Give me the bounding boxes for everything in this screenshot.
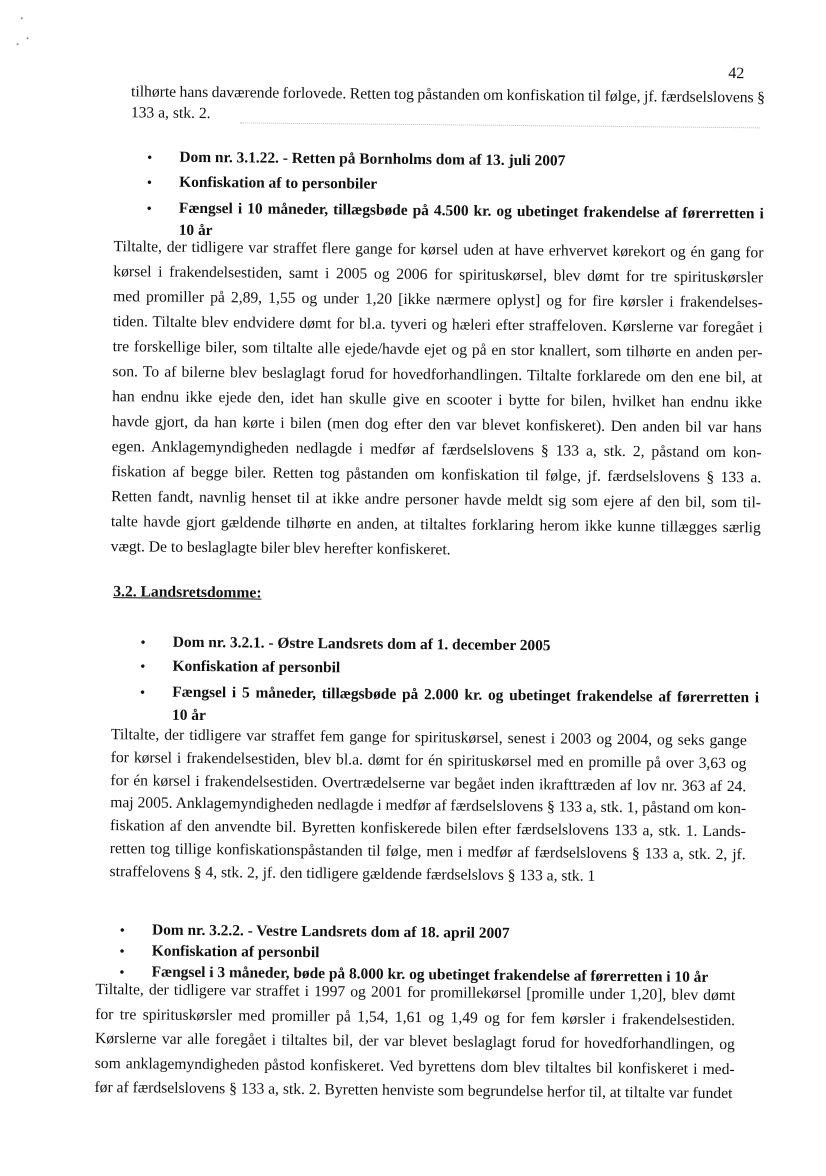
case-summary-item: Konfiskation af personbil	[172, 657, 341, 677]
paragraph-line: tilhørte hans daværende forlovede. Retten tog påstanden om konfiskation til følge, jf. færdselslovens §	[130, 83, 766, 107]
bullet-icon: •	[140, 634, 146, 650]
case-summary-item: Fængsel i 3 måneder, bøde på 8.000 kr. og ubetinget frakendelse af førerretten i 10 år	[151, 963, 709, 986]
paragraph-line: maj 2005. Anklagemyndigheden nedlagde i medfør af færdselslovens § 133 a, stk. 1, påstand om kon-	[110, 794, 747, 818]
paragraph-line: havde gjort, da han kørte i bilen (men dog efter den var blevet konfiskeret). Den anden bil var hans	[111, 413, 762, 437]
paragraph-line: for tre spirituskørsler med promiller på 1,54, 1,61 og 1,49 og for fem kørsler i frakendelsestiden.	[95, 1005, 736, 1029]
case-summary-item: Konfiskation af to personbiler	[179, 173, 378, 193]
paragraph-line: for kørsel i frakendelsestiden, blev bl.a. dømt for én spirituskørsel med en promille på over 3,63 og	[110, 748, 747, 773]
paragraph-line: son. To af bilerne blev beslaglagt forud for hovedforhandlingen. Tiltalte forklarede om den ene bil, at	[112, 363, 763, 387]
paragraph-line: fiskation af begge biler. Retten tog påstanden om konfiskation til følge, jf. færdselslovens § 133 a.	[111, 463, 762, 487]
bullet-icon: •	[119, 964, 125, 980]
paragraph-line: tiden. Tiltalte blev endvidere dømt for bl.a. tyveri og hæleri efter straffeloven. Kørslerne var foregået i	[112, 313, 763, 337]
page-number: 42	[728, 65, 745, 83]
bullet-icon: •	[146, 200, 152, 216]
scan-speck	[21, 17, 23, 19]
bullet-icon: •	[147, 149, 153, 165]
bullet-icon: •	[119, 943, 125, 959]
bullet-icon: •	[140, 684, 145, 700]
case-summary-item: Dom nr. 3.1.22. - Retten på Bornholms dom af 13. juli 2007	[179, 148, 566, 170]
paragraph-line: egen. Anklagemyndigheden nedlagde i medfør af færdselslovens § 133 a, stk. 2, påstand om kon-	[111, 438, 762, 462]
scan-speck	[17, 43, 19, 45]
paragraph-line: med promiller på 2,89, 1,55 og under 1,20 [ikke nærmere oplyst] og for fire kørsler i frakendelses-	[113, 288, 763, 312]
bullet-icon: •	[147, 174, 152, 190]
case-summary-item: Fængsel i 5 måneder, tillægsbøde på 2.000 kr. og ubetinget frakendelse af førerretten i	[172, 683, 760, 707]
case-summary-item-continuation: 10 år	[178, 221, 213, 240]
paragraph-line: talte havde gjort gældende tilhørte en anden, at tiltaltes forklaring herom ikke kunne tillægges særlig	[110, 513, 761, 537]
paragraph-line: 133 a, stk. 2.	[130, 104, 211, 123]
section-heading: 3.2. Landsretsdomme:	[113, 583, 262, 602]
case-summary-item: Dom nr. 3.2.1. - Østre Landsrets dom af 1. december 2005	[172, 633, 551, 655]
paragraph-line: Retten fandt, navnlig henset til at ikke andre personer havde meldt sig som ejere af den bil, som til-	[111, 488, 762, 512]
paragraph-line: han endnu ikke ejede den, idet han skulle give en scooter i bytte for bilen, hvilket han endnu ikke	[112, 388, 763, 412]
bullet-icon: •	[140, 658, 146, 674]
paragraph-line: vægt. De to beslaglagte biler blev herefter konfiskeret.	[110, 538, 451, 559]
scan-speck	[27, 37, 29, 39]
paragraph-line: tre forskellige biler, som tiltalte alle ejede/havde ejet og på en stor knallert, som tilhørte en anden per-	[112, 338, 763, 362]
paragraph-line: som anklagemyndigheden påstod konfiskeret. Ved byrettens dom blev tiltaltes bil konfiskeret i med-	[94, 1054, 735, 1078]
paragraph-line: straffelovens § 4, stk. 2, jf. den tidligere gældende færdselslovs § 133 a, stk. 1	[109, 862, 596, 885]
case-summary-item: Fængsel i 10 måneder, tillægsbøde på 4.500 kr. og ubetinget frakendelse af førerretten i	[178, 199, 764, 223]
case-summary-item-continuation: 10 år	[172, 706, 206, 725]
case-summary-item: Dom nr. 3.2.2. - Vestre Landsrets dom af 18. april 2007	[151, 921, 510, 942]
paragraph-line: Tiltalte, der tidligere var straffet flere gange for kørsel uden at have erhvervet kørekort og én gang for	[113, 238, 764, 262]
paragraph-line: kørsel i frakendelsestiden, samt i 2005 og 2006 for spirituskørsel, blev dømt for tre spirituskørsler	[113, 263, 764, 287]
paragraph-line: retten tog tillige konfiskationspåstanden til følge, men i medfør af færdselslovens § 133 a, stk. 2, jf.	[109, 840, 746, 864]
case-summary-item: Konfiskation af personbil	[151, 942, 320, 962]
bullet-icon: •	[119, 922, 125, 938]
paragraph-line: før af færdselslovens § 133 a, stk. 2. Byretten henviste som begrundelse herfor til, at tiltalte var fundet	[94, 1078, 733, 1103]
paragraph-line: Kørslerne var alle foregået i tiltaltes bil, der var blevet beslaglagt forud for hovedforhandlingen, og	[94, 1029, 735, 1054]
scan-artifact	[240, 122, 760, 129]
paragraph-line: Tiltalte, der tidligere var straffet fem gange for spirituskørsel, senest i 2003 og 2004, og seks gange	[110, 726, 747, 750]
paragraph-line: for én kørsel i frakendelsestiden. Overtrædelserne var begået inden ikrafttræden af lov nr. 363 af 24.	[110, 771, 747, 795]
paragraph-line: fiskation af den anvendte bil. Byretten konfiskerede bilen efter færdselslovens 133 a, stk. 1. Lands-	[109, 817, 746, 841]
paragraph-line: Tiltalte, der tidligere var straffet i 1997 og 2001 for promillekørsel [promille under 1,20], blev dømt	[95, 980, 736, 1005]
